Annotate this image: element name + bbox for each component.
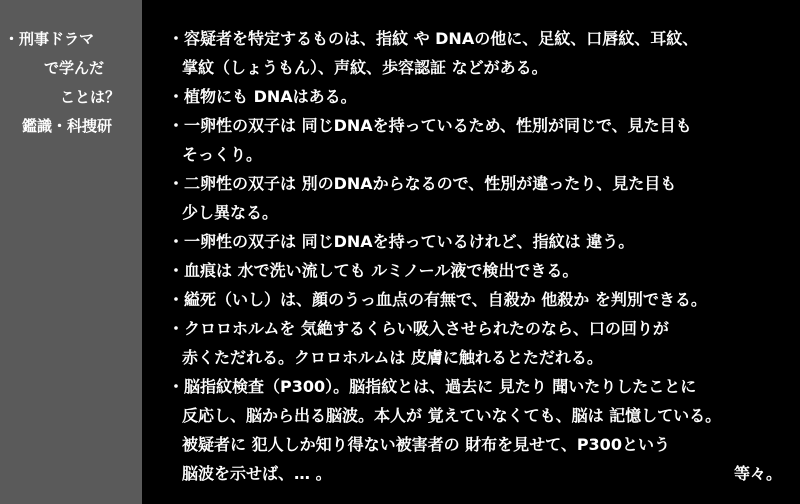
note-line: ・縊死（いし）は、顔のうっ血点の有無で、自殺か 他殺か を判別できる。 bbox=[168, 290, 707, 309]
note-line: 脳波を示せば、… 。 bbox=[182, 464, 332, 483]
note-line: ・血痕は 水で洗い流しても ルミノール液で検出できる。 bbox=[168, 261, 579, 280]
note-line: 赤くただれる。クロロホルムは 皮膚に触れるとただれる。 bbox=[182, 348, 603, 367]
note-line: そっくり。 bbox=[182, 145, 263, 164]
note-line: ・クロロホルムを 気絶するくらい吸入させられたのなら、口の回りが bbox=[168, 319, 669, 338]
note-line: 少し異なる。 bbox=[182, 203, 279, 222]
note-line: ・脳指紋検査（P300）。脳指紋とは、過去に 見たり 聞いたりしたことに bbox=[168, 377, 697, 396]
closing-text: 等々。 bbox=[734, 464, 783, 483]
note-line: ・植物にも DNAはある。 bbox=[168, 87, 357, 106]
sidebar-title-line-1: ・刑事ドラマ bbox=[4, 30, 95, 48]
note-line: ・一卵性の双子は 同じDNAを持っているため、性別が同じで、見た目も bbox=[168, 116, 692, 135]
note-line: 被疑者に 犯人しか知り得ない被害者の 財布を見せて、P300という bbox=[182, 435, 670, 454]
note-line: ・容疑者を特定するものは、指紋 や DNAの他に、足紋、口唇紋、耳紋、 bbox=[168, 29, 699, 48]
sidebar-title-line-2: で学んだ bbox=[44, 59, 105, 77]
sidebar-title-line-3: ことは？ bbox=[60, 88, 121, 106]
note-line: 反応し、脳から出る脳波。本人が 覚えていなくても、脳は 記憶している。 bbox=[182, 406, 722, 425]
sidebar-title-line-4: 鑑識・科捜研 bbox=[22, 117, 113, 135]
note-line: ・一卵性の双子は 同じDNAを持っているけれど、指紋は 違う。 bbox=[168, 232, 635, 251]
note-line: 掌紋（しょうもん）、声紋、歩容認証 などがある。 bbox=[182, 58, 548, 77]
note-line: ・二卵性の双子は 別のDNAからなるので、性別が違ったり、見た目も bbox=[168, 174, 677, 193]
